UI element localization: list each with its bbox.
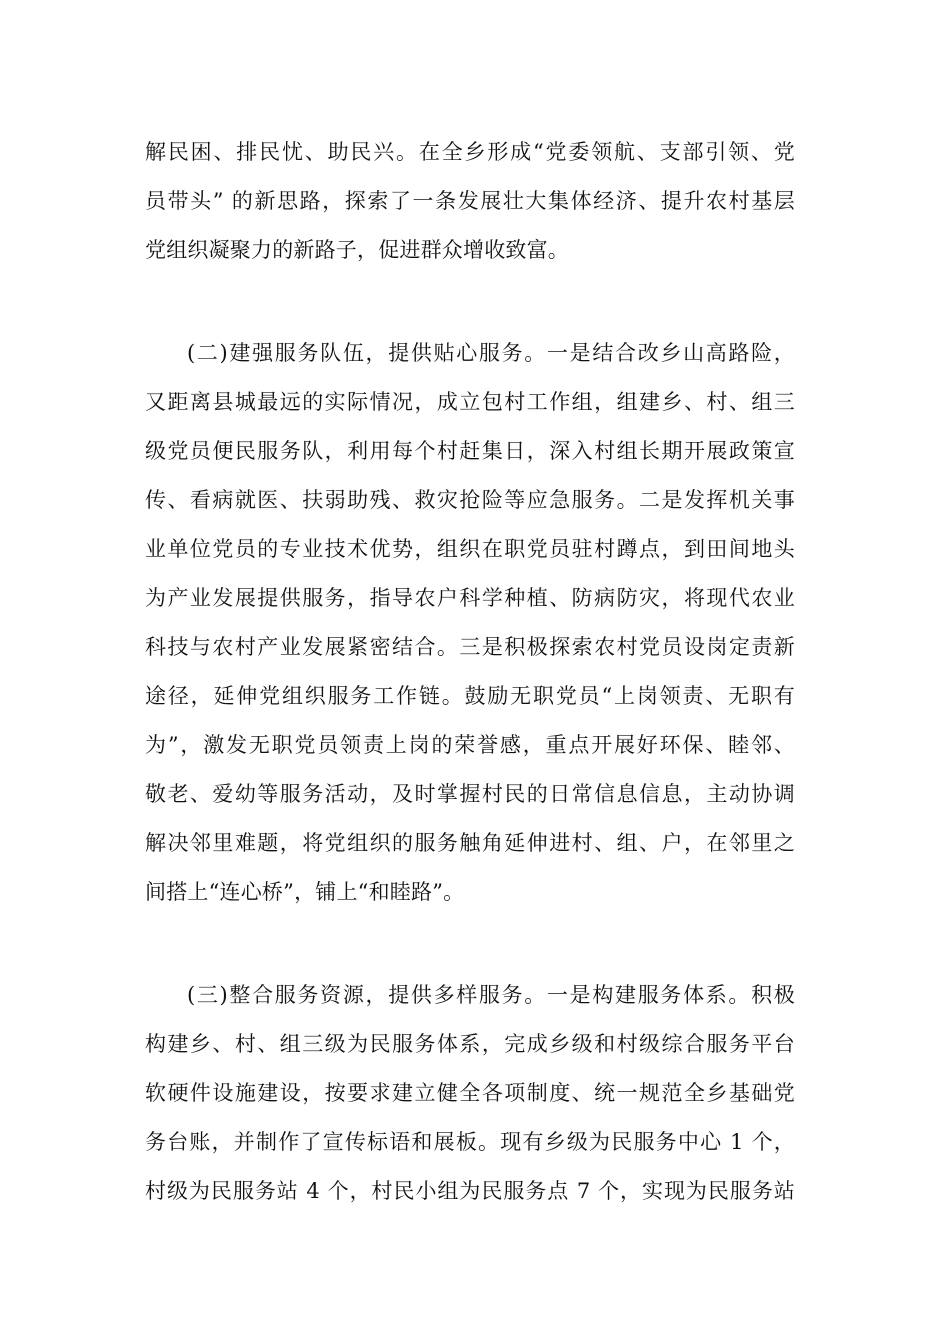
text-line: 间搭上“连心桥”，铺上“和睦路”。 [145, 880, 465, 904]
text-line: 党组织凝聚力的新路子，促进群众增收致富。 [145, 238, 569, 262]
text-line: 业单位党员的专业技术优势，组织在职党员驻村蹲点，到田间地头 [145, 537, 795, 561]
text-line: 途径，延伸党组织服务工作链。鼓励无职党员“上岗领责、无职有 [145, 684, 795, 708]
text-line: 构建乡、村、组三级为民服务体系，完成乡级和村级综合服务平台 [145, 1032, 795, 1056]
text-line: 软硬件设施建设，按要求建立健全各项制度、统一规范全乡基础党 [145, 1081, 795, 1105]
text-line: 传、看病就医、扶弱助残、救灾抢险等应急服务。二是发挥机关事 [145, 488, 795, 512]
text-line: 级党员便民服务队，利用每个村赶集日，深入村组长期开展政策宣 [145, 439, 795, 463]
text-line: 员带头” 的新思路，探索了一条发展壮大集体经济、提升农村基层 [145, 189, 795, 213]
text-line: 科技与农村产业发展紧密结合。三是积极探索农村党员设岗定责新 [145, 635, 795, 659]
text-line: 解民困、排民忧、助民兴。在全乡形成“党委领航、支部引领、党 [145, 140, 795, 164]
text-line: (二)建强服务队伍，提供贴心服务。一是结合改乡山高路险， [187, 341, 795, 365]
text-line: 敬老、爱幼等服务活动，及时掌握村民的日常信息信息，主动协调 [145, 782, 795, 806]
text-line: 又距离县城最远的实际情况，成立包村工作组，组建乡、村、组三 [145, 390, 795, 414]
text-line: 务台账，并制作了宣传标语和展板。现有乡级为民服务中心 1 个， [145, 1130, 795, 1154]
text-line: 村级为民服务站 4 个，村民小组为民服务点 7 个，实现为民服务站 [145, 1179, 795, 1203]
text-line: 解决邻里难题，将党组织的服务触角延伸进村、组、户，在邻里之 [145, 831, 795, 855]
text-line: 为”，激发无职党员领责上岗的荣誉感，重点开展好环保、睦邻、 [145, 733, 795, 757]
text-line: (三)整合服务资源，提供多样服务。一是构建服务体系。积极 [187, 983, 795, 1007]
text-line: 为产业发展提供服务，指导农户科学种植、防病防灾，将现代农业 [145, 586, 795, 610]
